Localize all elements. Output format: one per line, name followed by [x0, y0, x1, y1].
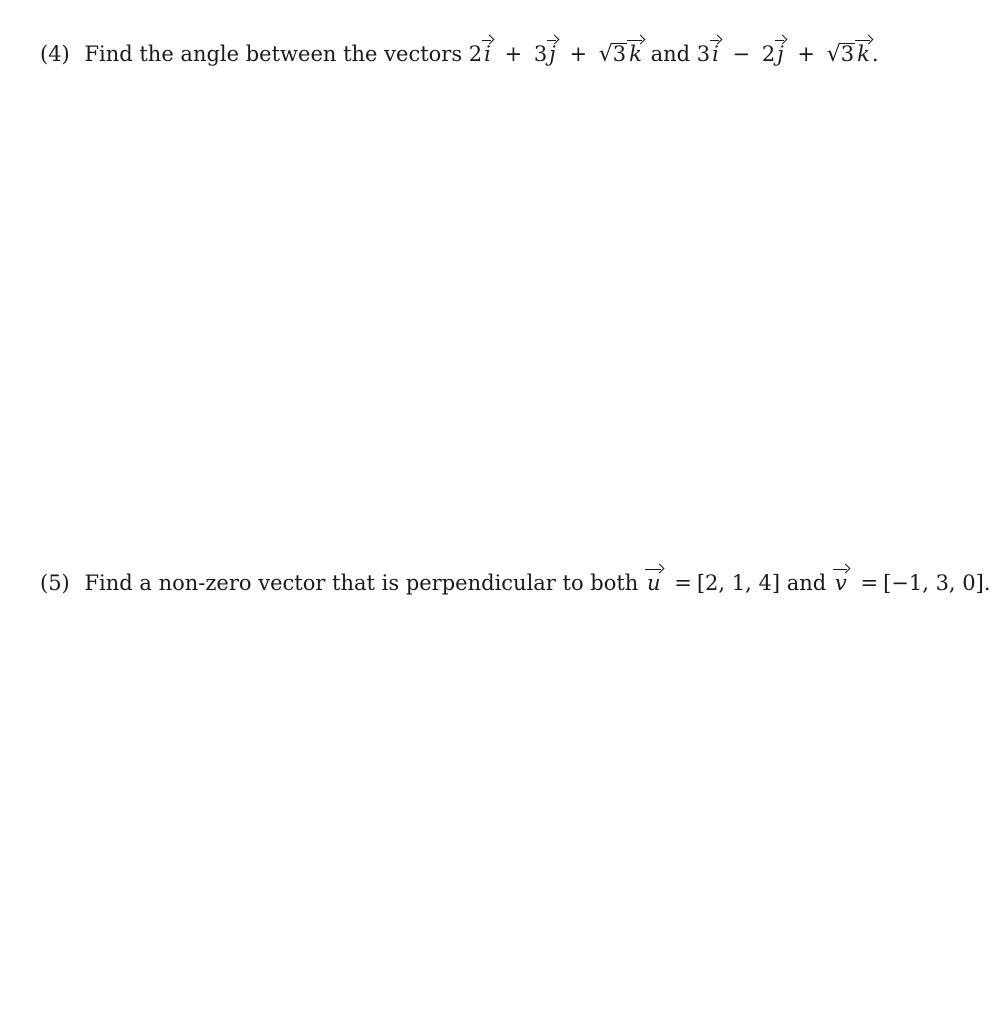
- square-root: √3: [598, 42, 627, 67]
- vector-u: u: [647, 571, 661, 595]
- problem-text: Find a non-zero vector that is perpendicular to both: [84, 571, 639, 595]
- plus-sign: +: [569, 42, 588, 66]
- problem-4: [40, 43, 879, 66]
- coefficient: 2: [468, 42, 483, 66]
- coefficient: 3: [533, 42, 548, 66]
- vector-u-value: [2, 1, 4]: [696, 571, 781, 595]
- coefficient: 2: [761, 42, 776, 66]
- conjunction: and: [786, 571, 827, 595]
- vector-v: v: [834, 571, 847, 595]
- plus-sign: +: [504, 42, 523, 66]
- equals-sign: =: [860, 571, 879, 595]
- coefficient: 3: [696, 42, 711, 66]
- unit-vector-j: j: [549, 42, 556, 66]
- radicand: 3: [612, 42, 627, 66]
- vector-v-definition: [833, 571, 991, 595]
- problem-number: (4): [40, 42, 70, 66]
- unit-vector-k: k: [857, 42, 870, 66]
- equals-sign: =: [674, 571, 692, 595]
- problem-text: Find the angle between the vectors: [84, 42, 463, 66]
- vector-expression-a: [469, 42, 651, 66]
- vector-expression-b: [697, 42, 879, 66]
- unit-vector-i: i: [484, 42, 491, 66]
- unit-vector-i: i: [712, 42, 719, 66]
- square-root: √3: [826, 42, 855, 67]
- problem-number: (5): [40, 571, 70, 595]
- vector-u-definition: [645, 571, 787, 595]
- radicand: 3: [840, 42, 855, 66]
- problem-5: [40, 573, 991, 594]
- period: .: [983, 571, 991, 595]
- plus-sign: +: [797, 42, 816, 66]
- unit-vector-k: k: [629, 42, 642, 66]
- period: .: [871, 42, 879, 66]
- conjunction: and: [650, 42, 691, 66]
- unit-vector-j: j: [777, 42, 784, 66]
- vector-v-value: [−1, 3, 0]: [883, 571, 984, 595]
- minus-sign: −: [732, 42, 751, 66]
